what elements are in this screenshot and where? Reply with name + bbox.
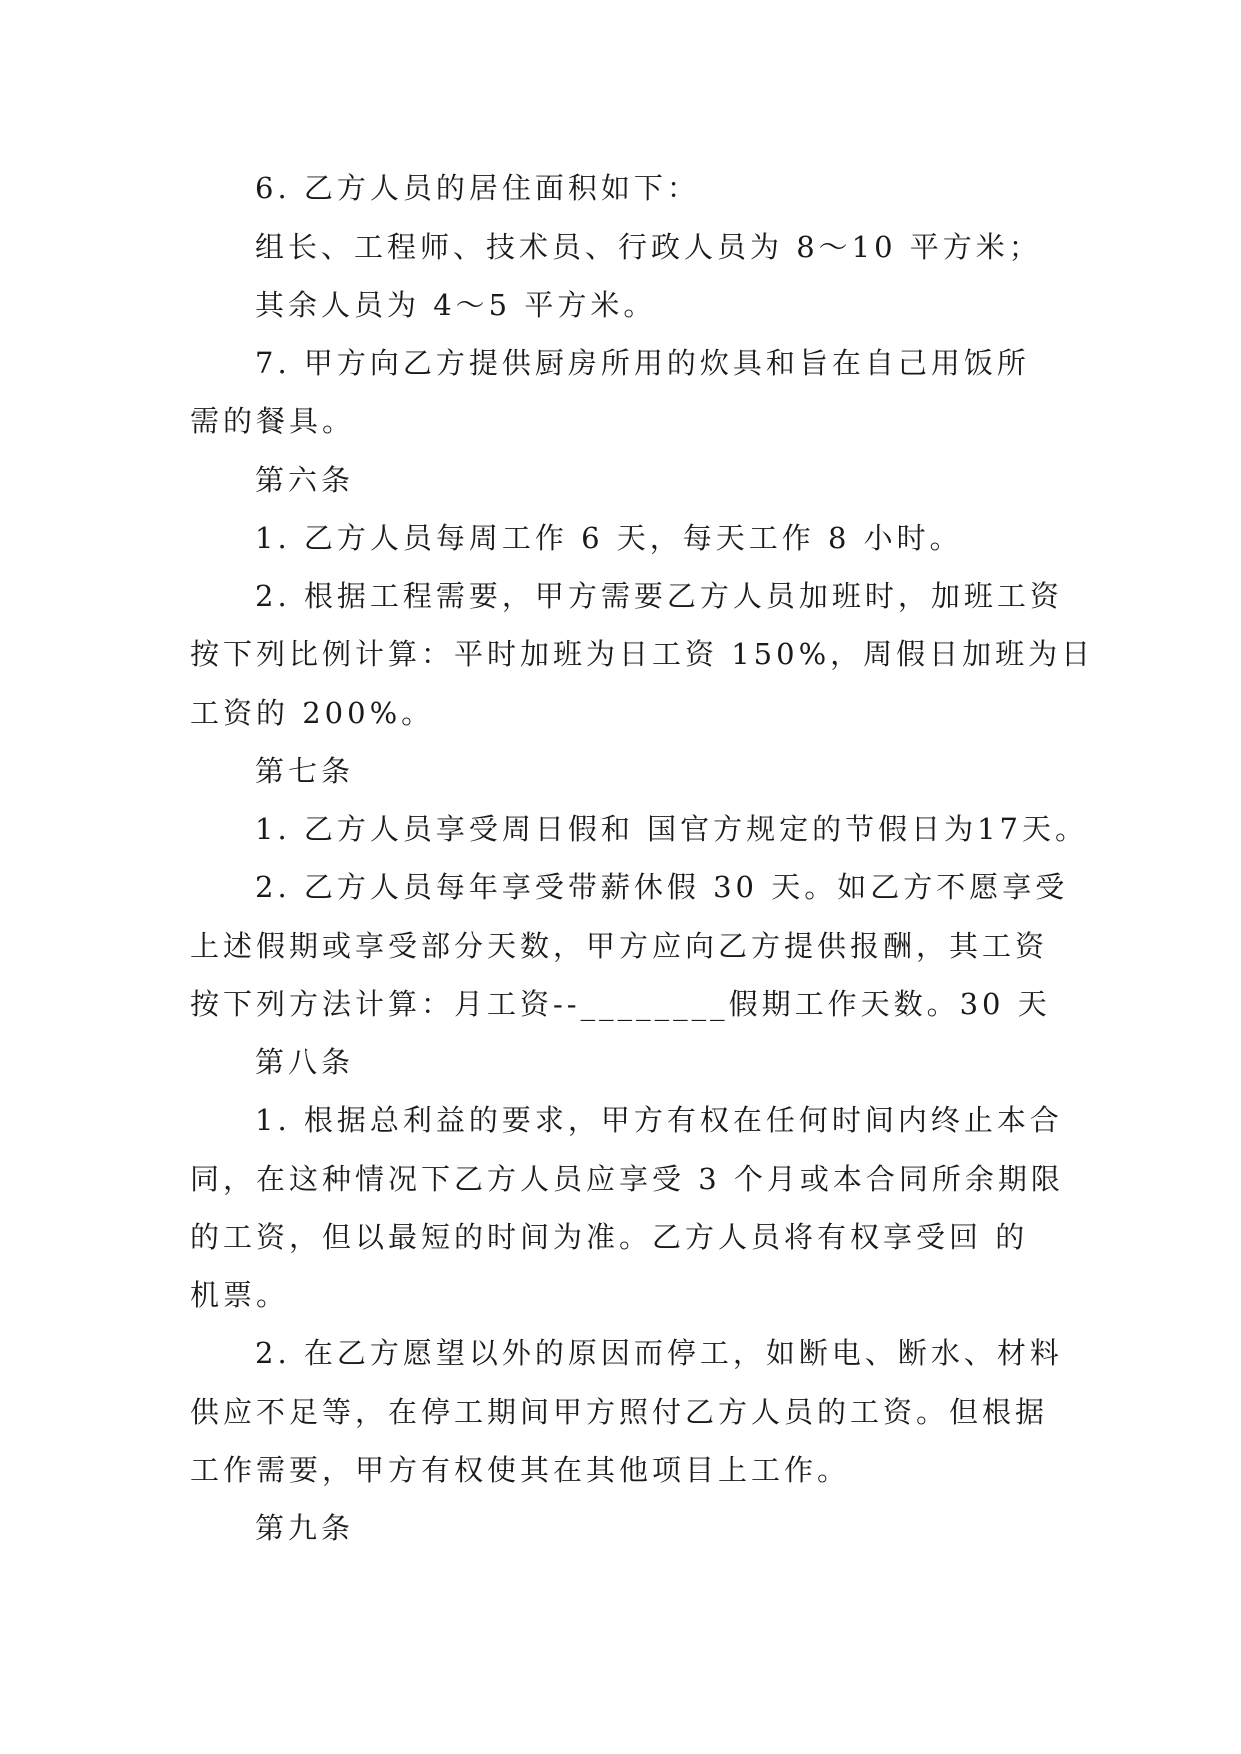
section-heading: 第六条	[255, 463, 355, 497]
text-line: 其余人员为 4～5 平方米。	[255, 288, 657, 322]
text-line: 按下列方法计算：月工资--________假期工作天数。30 天	[190, 987, 1051, 1021]
text-line: 1. 乙方人员享受周日假和 国官方规定的节假日为17天。	[255, 812, 1089, 846]
text-line: 2. 根据工程需要，甲方需要乙方人员加班时，加班工资	[255, 579, 1063, 613]
text-line: 工作需要，甲方有权使其在其他项目上工作。	[190, 1453, 851, 1487]
text-line: 7. 甲方向乙方提供厨房所用的炊具和旨在自己用饭所	[255, 346, 1030, 380]
section-heading: 第七条	[255, 754, 355, 788]
text-line: 的工资，但以最短的时间为准。乙方人员将有权享受回 的	[190, 1220, 1029, 1254]
text-line: 1. 根据总利益的要求，甲方有权在任何时间内终止本合	[255, 1103, 1063, 1137]
text-line: 工资的 200%。	[190, 696, 435, 730]
text-line: 6. 乙方人员的居住面积如下：	[255, 171, 700, 205]
text-line: 供应不足等，在停工期间甲方照付乙方人员的工资。但根据	[190, 1395, 1049, 1429]
text-line: 组长、工程师、技术员、行政人员为 8～10 平方米；	[255, 230, 1042, 264]
text-line: 1. 乙方人员每周工作 6 天，每天工作 8 小时。	[255, 521, 963, 555]
text-line: 上述假期或享受部分天数，甲方应向乙方提供报酬，其工资	[190, 929, 1049, 963]
text-line: 同，在这种情况下乙方人员应享受 3 个月或本合同所余期限	[190, 1162, 1064, 1196]
section-heading: 第八条	[255, 1045, 355, 1079]
text-line: 2. 乙方人员每年享受带薪休假 30 天。如乙方不愿享受	[255, 870, 1069, 904]
text-line: 2. 在乙方愿望以外的原因而停工，如断电、断水、材料	[255, 1336, 1063, 1370]
text-line: 按下列比例计算：平时加班为日工资 150%，周假日加班为日	[190, 637, 1095, 671]
text-line: 需的餐具。	[190, 404, 356, 438]
section-heading: 第九条	[255, 1511, 355, 1545]
text-line: 机票。	[190, 1278, 290, 1312]
